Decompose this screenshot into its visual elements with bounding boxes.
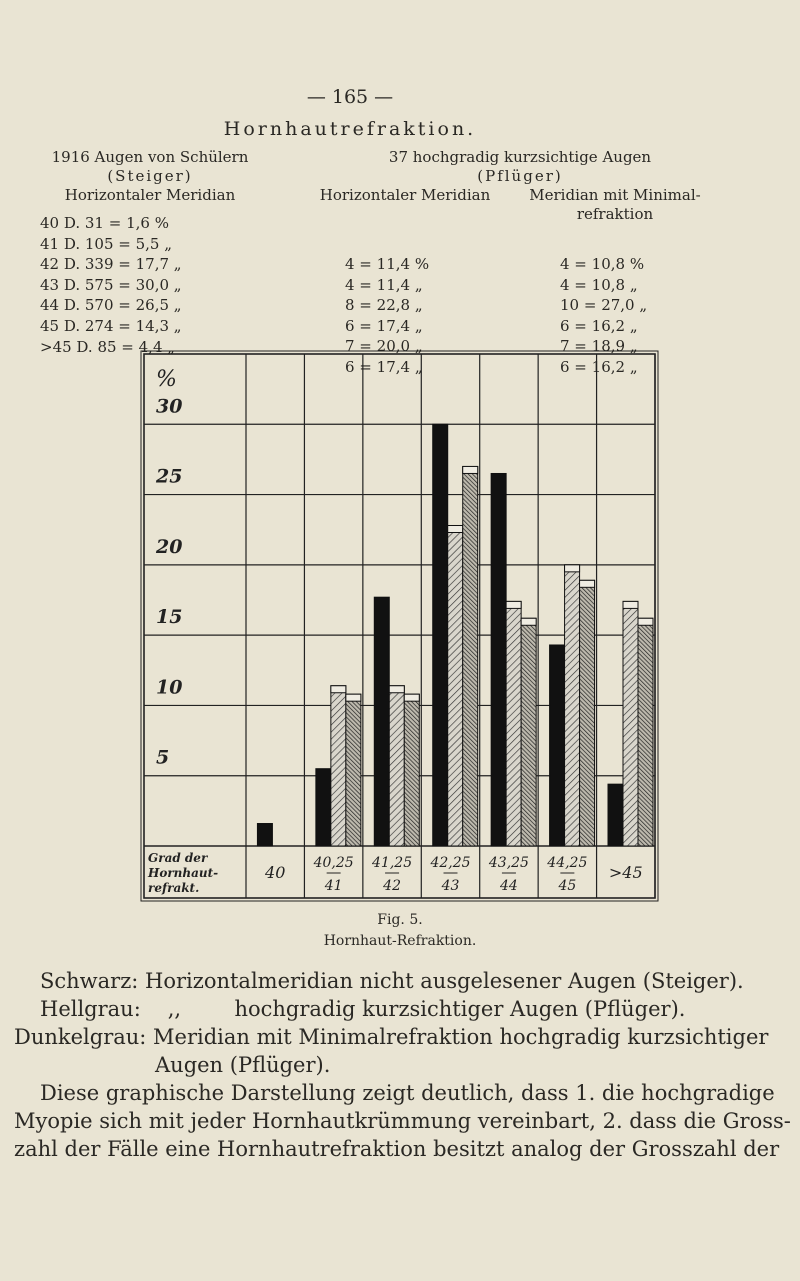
pflueger-horizontal-row: 4 = 11,4 „ xyxy=(345,275,423,294)
body-line: Diese graphische Darstellung zeigt deutlich, dass 1. die hochgradige xyxy=(40,1081,775,1105)
bar-dunkelgrau xyxy=(404,694,419,846)
steiger-row: 43 D. 575 = 30,0 „ xyxy=(40,275,182,294)
pflueger-horizontal-row: 8 = 22,8 „ xyxy=(345,296,423,315)
legend-dark-continued: Augen (Pflüger). xyxy=(155,1053,331,1077)
legend-black xyxy=(40,967,744,995)
y-tick-label: 25 xyxy=(156,465,183,488)
x-tick-label-bottom: 42 xyxy=(383,878,401,894)
bar-hellgrau xyxy=(331,686,346,846)
y-tick-label: 30 xyxy=(156,395,183,418)
bar-hellgrau xyxy=(565,565,580,846)
figure-subtitle: Hornhaut-Refraktion. xyxy=(323,933,477,949)
x-tick-label-top: 44,25 xyxy=(547,855,588,871)
bar-schwarz xyxy=(550,645,565,846)
page-number: — 165 — xyxy=(306,86,394,108)
x-tick-label-bottom: 41 xyxy=(324,878,343,894)
x-tick-label: >45 xyxy=(608,863,643,882)
bar-schwarz xyxy=(374,597,389,846)
y-tick-label: 10 xyxy=(156,676,183,699)
bar-schwarz xyxy=(491,473,506,846)
legend-light-text: ,, hochgradig kurzsichtiger Augen (Pflüger). xyxy=(167,997,686,1021)
body-line: zahl der Fälle eine Hornhautrefraktion besitzt analog der Grosszahl der xyxy=(14,1137,780,1161)
refraction-chart xyxy=(140,350,660,905)
bar-hellgrau-cap xyxy=(389,686,404,693)
pflueger-minimal-heading-1: Meridian mit Minimal- xyxy=(529,186,701,204)
steiger-row: 44 D. 570 = 26,5 „ xyxy=(40,296,182,315)
steiger-row: 45 D. 274 = 14,3 „ xyxy=(40,316,182,335)
pflueger-horizontal-row: 7 = 20,0 „ xyxy=(345,337,423,356)
legend-light-term: Hellgrau: xyxy=(40,997,141,1021)
bar-hellgrau-cap xyxy=(623,601,638,608)
legend-light xyxy=(40,995,685,1023)
legend-dark xyxy=(14,1023,768,1051)
x-header-label: Hornhaut- xyxy=(148,866,219,880)
bar-dunkelgrau-cap xyxy=(346,694,361,701)
pflueger-minimal-row: 4 = 10,8 % xyxy=(560,255,645,273)
steiger-rows xyxy=(40,213,182,357)
steiger-row: 40 D. 31 = 1,6 % xyxy=(40,214,169,232)
pflueger-horizontal-heading: Horizontaler Meridian xyxy=(319,186,491,204)
bar-schwarz xyxy=(433,424,448,846)
legend-dark-term: Dunkelgrau: xyxy=(14,1025,147,1049)
x-tick-label-top: 40,25 xyxy=(313,855,354,871)
bar-dunkelgrau xyxy=(638,618,653,846)
bar-dunkelgrau xyxy=(463,466,478,846)
bar-hellgrau-cap xyxy=(565,565,580,572)
pflueger-horizontal-row: 6 = 17,4 „ xyxy=(345,316,423,335)
figure-caption: Fig. 5. xyxy=(377,912,423,928)
legend-black-text: Horizontalmeridian nicht ausgelesener Augen (Steiger). xyxy=(145,969,744,993)
steiger-heading-3: Horizontaler Meridian xyxy=(64,186,236,204)
steiger-heading-2: (Steiger) xyxy=(107,167,193,185)
y-tick-label: 15 xyxy=(156,606,183,629)
y-axis-label: % xyxy=(156,367,177,392)
bar-dunkelgrau xyxy=(521,618,536,846)
legend-black-term: Schwarz: xyxy=(40,969,139,993)
x-header-label: refrakt. xyxy=(148,881,200,895)
bar-hellgrau-cap xyxy=(331,686,346,693)
y-tick-label: 20 xyxy=(156,535,183,558)
bar-dunkelgrau-cap xyxy=(521,618,536,625)
bar-hellgrau xyxy=(389,686,404,846)
pflueger-minimal-row: 4 = 10,8 „ xyxy=(560,275,638,294)
y-tick-label: 5 xyxy=(156,746,170,769)
pflueger-minimal-row: 10 = 27,0 „ xyxy=(560,296,648,315)
pflueger-minimal-heading-2: refraktion xyxy=(576,205,654,223)
pflueger-horizontal-row: 4 = 11,4 % xyxy=(345,255,430,273)
x-tick-label: 40 xyxy=(265,863,286,882)
bar-dunkelgrau-cap xyxy=(404,694,419,701)
x-tick-label-bottom: 45 xyxy=(558,878,577,894)
body-line: Myopie sich mit jeder Hornhautkrümmung vereinbart, 2. dass die Gross- xyxy=(14,1109,791,1133)
x-header-label: Grad der xyxy=(148,851,208,865)
bar-schwarz xyxy=(316,769,331,846)
bar-dunkelgrau-cap xyxy=(463,466,478,473)
bar-hellgrau-cap xyxy=(506,601,521,608)
steiger-heading-1: 1916 Augen von Schülern xyxy=(51,148,249,166)
steiger-row: 42 D. 339 = 17,7 „ xyxy=(40,255,182,274)
x-tick-label-top: 41,25 xyxy=(372,855,413,871)
section-title: Hornhautrefraktion. xyxy=(223,118,477,140)
chart-svg xyxy=(140,350,660,905)
pflueger-minimal-row: 7 = 18,9 „ xyxy=(560,337,638,356)
bar-dunkelgrau-cap xyxy=(580,580,595,587)
x-tick-label-bottom: 43 xyxy=(441,878,460,894)
pflueger-heading-1: 37 hochgradig kurzsichtige Augen xyxy=(388,148,652,166)
bar-hellgrau xyxy=(623,601,638,846)
pflueger-minimal-row: 6 = 16,2 „ xyxy=(560,357,638,376)
bar-schwarz xyxy=(608,784,623,846)
pflueger-heading xyxy=(300,148,740,186)
pflueger-minimal-heading xyxy=(505,186,725,224)
x-tick-label-bottom: 44 xyxy=(500,878,518,894)
bar-hellgrau-cap xyxy=(448,525,463,532)
bar-dunkelgrau xyxy=(346,694,361,846)
bar-hellgrau xyxy=(506,601,521,846)
bar-dunkelgrau-cap xyxy=(638,618,653,625)
pflueger-heading-2: (Pflüger) xyxy=(477,167,563,185)
steiger-row: 41 D. 105 = 5,5 „ xyxy=(40,234,173,253)
pflueger-minimal-row: 6 = 16,2 „ xyxy=(560,316,638,335)
bar-hellgrau xyxy=(448,525,463,846)
x-tick-label-top: 43,25 xyxy=(488,855,529,871)
steiger-row: >45 D. 85 = 4,4 „ xyxy=(40,337,176,356)
bar-dunkelgrau xyxy=(580,580,595,846)
x-tick-label-top: 42,25 xyxy=(430,855,471,871)
bar-schwarz xyxy=(257,824,272,846)
legend-dark-text: Meridian mit Minimalrefraktion hochgradig kurzsichtiger xyxy=(153,1025,769,1049)
steiger-heading xyxy=(20,148,280,205)
pflueger-horizontal-row: 6 = 17,4 „ xyxy=(345,357,423,376)
